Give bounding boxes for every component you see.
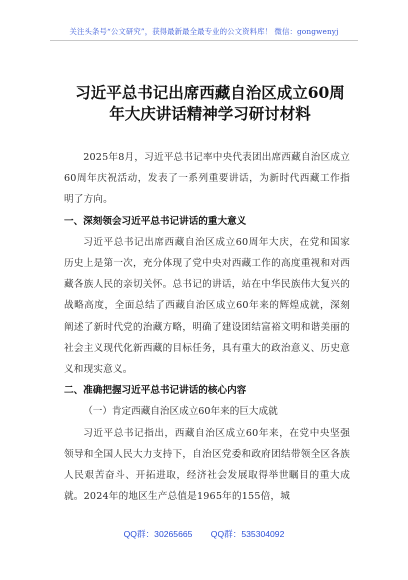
document-title [60,82,360,124]
header-divider [50,40,358,41]
section-2-subheading-1: （一）肯定西藏自治区成立60年来的巨大成就 [83,406,278,418]
section-1-heading: 一、深刻领会习近平总书记讲话的重大意义 [64,215,247,227]
intro-paragraph: 2025年8月，习近平总书记率中央代表团出席西藏自治区成立60周年庆祝活动，发表了一系列重要讲话，为新时代西藏工作指明了方向。 [64,152,350,206]
header-promo-banner: 关注头条号“公文研究”，获得最新最全最专业的公文资料库！ 微信：gongwenyj [69,27,339,36]
section-2-paragraph: 习近平总书记指出，西藏自治区成立60年来，在党中央坚强领导和全国人民大力支持下，自治区党委和政府团结带领全区各族人民艰苦奋斗、开拓进取，经济社会发展取得举世瞩目的重大成就。2024年的地区生产总值是1965年的155倍，城 [64,427,350,503]
footer-qq-group-2: QQ群：535304092 [210,529,285,539]
footer-qq-group-1: QQ群：30265665 [123,529,193,539]
title-line-1: 习近平总书记出席西藏自治区成立60周 [75,83,345,102]
footer-contact [0,528,408,540]
section-2-heading: 二、准确把握习近平总书记讲话的核心内容 [64,385,247,397]
section-1-paragraph: 习近平总书记出席西藏自治区成立60周年大庆，在党和国家历史上是第一次，充分体现了党中央对西藏工作的高度重视和对西藏各族人民的亲切关怀。总书记的讲话，站在中华民族伟大复兴的战略高度，全面总结了西藏自治区成立60年来的辉煌成就，深刻阐述了新时代党的治藏方略，明确了建设团结富裕文明和谐美丽的社会主义现代化新西藏的目标任务，具有重大的政治意义、历史意义和现实意义。 [64,236,350,376]
document-body [64,147,350,507]
title-line-2: 年大庆讲话精神学习研讨材料 [109,104,311,123]
